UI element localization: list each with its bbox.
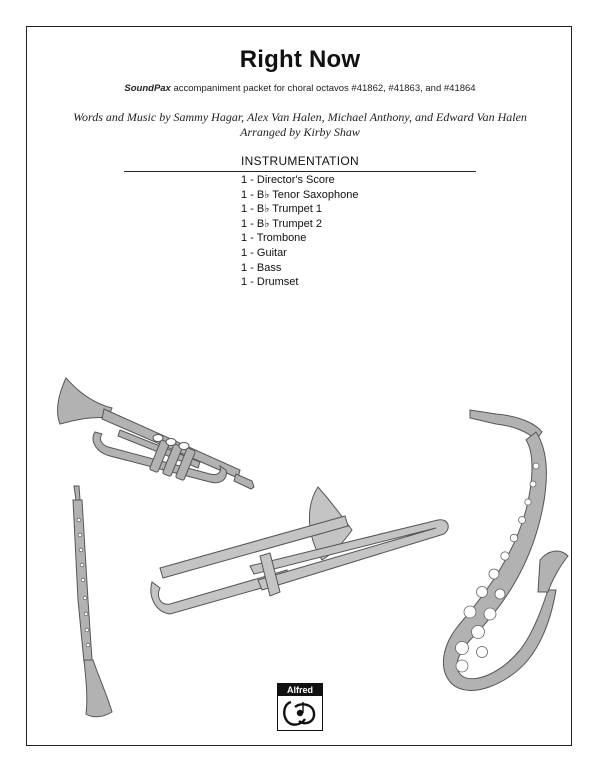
alfred-logo: [277, 683, 323, 731]
credits-words-music: Words and Music by Sammy Hagar, Alex Van Halen, Michael Anthony, and Edward Van Halen: [73, 110, 527, 124]
instrumentation-item: 1 - B♭ Trumpet 2: [241, 217, 322, 230]
instrumentation-item: 1 - B♭ Trumpet 1: [241, 203, 322, 216]
instrumentation-item: 1 - B♭ Tenor Saxophone: [241, 188, 359, 201]
instrumentation-item: 1 - Bass: [241, 261, 282, 274]
clarinet-illustration: [73, 486, 112, 717]
saxophone-illustration: [443, 410, 568, 690]
credits-arranger: Arranged by Kirby Shaw: [240, 125, 360, 139]
trombone-illustration: [151, 487, 448, 614]
instrumentation-heading: INSTRUMENTATION: [240, 154, 360, 168]
instrumentation-item: 1 - Drumset: [241, 276, 299, 289]
trumpet-illustration: [58, 378, 254, 489]
subtitle-brand: SoundPax: [124, 83, 171, 94]
alfred-logo-text: Alfred: [278, 684, 322, 696]
instrumentation-item: 1 - Trombone: [241, 232, 307, 245]
page-title: Right Now: [239, 46, 361, 73]
alfred-logo-mark-icon: [281, 698, 319, 728]
instrumentation-item: 1 - Guitar: [241, 246, 287, 259]
instrumentation-item: 1 - Director's Score: [241, 174, 335, 186]
subtitle-text: accompaniment packet for choral octavos #41862, #41863, and #41864: [170, 83, 476, 94]
